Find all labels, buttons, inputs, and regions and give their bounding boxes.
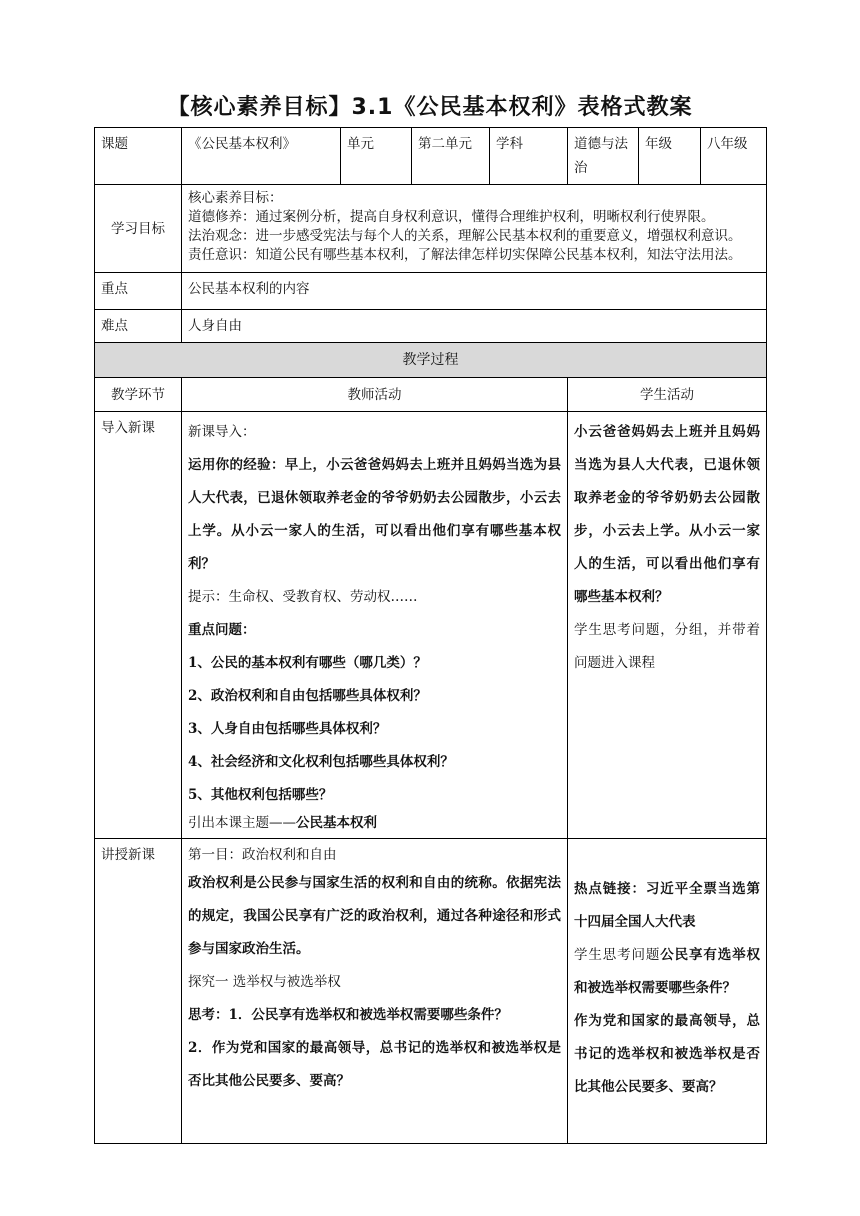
intro-hint: 提示：生命权、受教育权、劳动权…… (188, 589, 418, 605)
intro-step: 导入新课 (95, 412, 182, 839)
questions-title: 重点问题： (188, 622, 256, 638)
col-step-header: 教学环节 (95, 378, 182, 412)
lecture-definition: 政治权利是公民参与国家生活的权利和自由的统称。依据宪法的规定，我国公民享有广泛的政治权利，通过各种途径和形式参与国家政治生活。 (188, 875, 561, 957)
intro-row (95, 412, 767, 839)
key-point-label: 重点 (95, 273, 182, 310)
difficulty-label: 难点 (95, 310, 182, 343)
unit-value: 第二单元 (412, 128, 490, 185)
goals-label: 学习目标 (95, 185, 182, 273)
unit-label: 单元 (341, 128, 412, 185)
grade-label: 年级 (639, 128, 701, 185)
intro-student-action: 学生思考问题，分组，并带着问题进入课程 (574, 622, 760, 671)
grade-value: 八年级 (701, 128, 767, 185)
lecture-think-2: 2．作为党和国家的最高领导，总书记的选举权和被选举权是否比其他公民要多、要高？ (188, 1040, 561, 1089)
lecture-section: 第一目：政治权利和自由 (188, 847, 337, 863)
think-question-2: 作为党和国家的最高领导，总书记的选举权和被选举权是否比其他公民要多、要高？ (574, 1013, 760, 1095)
lecture-think-1: 思考：1．公民享有选举权和被选举权需要哪些条件？ (188, 1007, 508, 1023)
course-value: 《公民基本权利》 (182, 128, 341, 185)
lesson-plan-table (94, 127, 767, 1144)
question-item: 5、其他权利包括哪些？ (188, 787, 333, 803)
subject-label: 学科 (490, 128, 568, 185)
question-item: 1、公民的基本权利有哪些（哪几类）？ (188, 655, 427, 671)
question-item: 2、政治权利和自由包括哪些具体权利？ (188, 688, 427, 704)
lecture-hot-link: 热点链接：习近平全票当选第十四届全国人大代表 (574, 881, 760, 930)
intro-teacher (182, 412, 568, 839)
process-heading-row (95, 343, 767, 378)
goals-line: 法治观念：进一步感受宪法与每个人的关系，理解公民基本权利的重要意义，增强权利意识。 (188, 228, 742, 244)
lecture-teacher (182, 839, 568, 1144)
lecture-student-think (574, 939, 760, 1005)
topic-prefix: 引出本课主题—— (188, 815, 296, 831)
goals-line: 责任意识：知道公民有哪些基本权利，了解法律怎样切实保障公民基本权利，知法守法用法。 (188, 247, 742, 263)
col-student-header: 学生活动 (568, 378, 767, 412)
key-point-row (95, 273, 767, 310)
intro-student (568, 412, 767, 839)
column-header-row (95, 378, 767, 412)
course-label: 课题 (95, 128, 182, 185)
col-teacher-header: 教师活动 (182, 378, 568, 412)
goals-row (95, 185, 767, 273)
intro-student-case: 小云爸爸妈妈去上班并且妈妈当选为县人大代表，已退休领取养老金的爷爷奶奶去公园散步，小云去上学。从小云一家人的生活，可以看出他们享有哪些基本权利？ (574, 424, 760, 605)
question-item: 4、社会经济和文化权利包括哪些具体权利？ (188, 754, 454, 770)
think-question-1: 公民享有选举权和被选举权需要哪些条件？ (574, 947, 760, 996)
key-point-value: 公民基本权利的内容 (182, 273, 767, 310)
process-heading: 教学过程 (95, 343, 767, 378)
lecture-row (95, 839, 767, 1144)
goals-line: 核心素养目标： (188, 190, 283, 206)
intro-lead: 新课导入： (188, 424, 256, 440)
subject-value: 道德与法治 (568, 128, 639, 185)
goals-content (182, 185, 767, 273)
difficulty-row (95, 310, 767, 343)
document-title: 【核心素养目标】3.1《公民基本权利》表格式教案 (167, 95, 693, 120)
lecture-step: 讲授新课 (95, 839, 182, 1144)
topic-name: 公民基本权利 (296, 815, 377, 831)
question-item: 3、人身自由包括哪些具体权利？ (188, 721, 387, 737)
difficulty-value: 人身自由 (182, 310, 767, 343)
lecture-explore: 探究一 选举权与被选举权 (188, 974, 341, 990)
topic-line (188, 812, 561, 834)
goals-line: 道德修养：通过案例分析，提高自身权利意识，懂得合理维护权利，明晰权利行使界限。 (188, 209, 715, 225)
intro-case: 运用你的经验：早上，小云爸爸妈妈去上班并且妈妈当选为县人大代表，已退休领取养老金的爷爷奶奶去公园散步，小云去上学。从小云一家人的生活，可以看出他们享有哪些基本权利？ (188, 457, 561, 572)
header-row (95, 128, 767, 185)
lecture-student (568, 839, 767, 1144)
think-prefix: 学生思考问题 (574, 947, 661, 963)
